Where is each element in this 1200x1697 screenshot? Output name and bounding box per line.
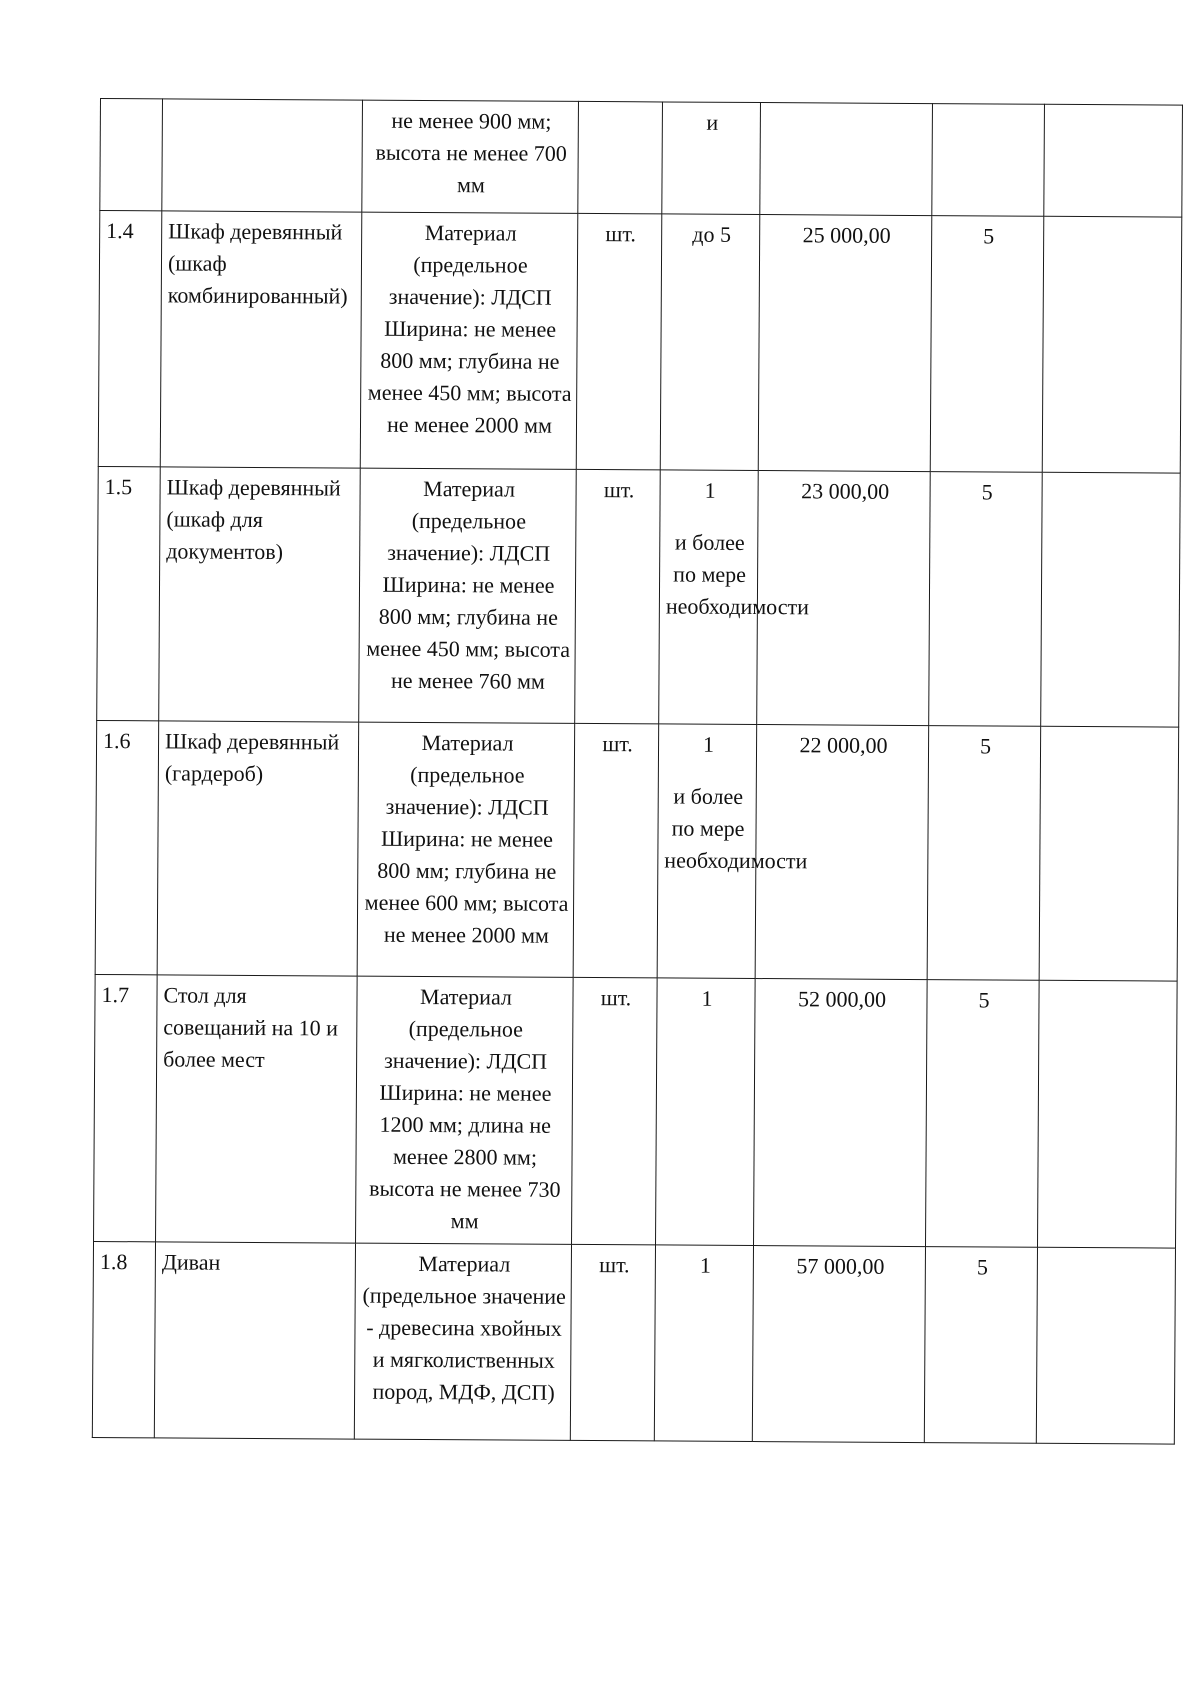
row-number: 1.6 <box>95 720 159 974</box>
item-name: Диван <box>154 1242 355 1439</box>
item-characteristics: Материал (предельное значение): ЛДСП Ширина: не менее 800 мм; глубина не менее 450 мм; высота не менее 2000 мм <box>360 212 578 469</box>
item-name: Шкаф деревянный (гардероб) <box>157 721 359 976</box>
item-unit: шт. <box>575 469 661 724</box>
item-quantity <box>656 978 756 1246</box>
row-number: 1.7 <box>94 974 158 1241</box>
quantity-main: 1 <box>704 477 716 503</box>
item-unit: шт. <box>572 977 658 1245</box>
table-row <box>100 99 1183 218</box>
item-quantity <box>662 102 761 215</box>
item-quantity <box>654 1245 753 1442</box>
row-number: 1.4 <box>98 211 162 467</box>
furniture-spec-table <box>92 98 1183 1445</box>
quantity-main: 1 <box>699 1252 711 1278</box>
quantity-extra: и <box>706 109 719 135</box>
item-price: 52 000,00 <box>754 979 928 1247</box>
quantity-extra: и более по мере необходимости <box>665 529 809 620</box>
quantity-main: 1 <box>701 985 713 1011</box>
item-quantity <box>659 470 809 725</box>
item-term <box>932 104 1045 217</box>
item-name: Шкаф деревянный (шкаф для документов) <box>159 467 361 722</box>
table-row <box>92 1241 1175 1444</box>
item-price: 23 000,00 <box>757 471 931 726</box>
item-term: 5 <box>930 216 1044 473</box>
item-price: 25 000,00 <box>758 215 932 472</box>
item-unit: шт. <box>570 1244 655 1441</box>
item-term: 5 <box>929 472 1043 727</box>
item-characteristics: Материал (предельное значение): ЛДСП Ширина: не менее 1200 мм; длина не менее 2800 мм; высота не менее 730 мм <box>356 976 574 1244</box>
item-note <box>1036 1247 1175 1444</box>
item-characteristics: не менее 900 мм; высота не менее 700 мм <box>362 100 579 213</box>
item-unit: шт. <box>573 723 659 978</box>
item-price: 57 000,00 <box>752 1246 925 1443</box>
item-price: 22 000,00 <box>755 725 929 980</box>
quantity-main: 1 <box>702 731 715 757</box>
item-characteristics: Материал (предельное значение): ЛДСП Ширина: не менее 800 мм; глубина не менее 600 мм; высота не менее 2000 мм <box>357 722 575 977</box>
item-characteristics: Материал (предельное значение - древесина хвойных и мягколиственных пород, МДФ, ДСП) <box>354 1243 571 1440</box>
row-number: 1.5 <box>97 466 161 720</box>
row-number <box>100 99 163 211</box>
table-row <box>97 466 1181 727</box>
item-unit <box>578 101 663 214</box>
item-note <box>1042 216 1182 473</box>
item-term: 5 <box>925 980 1039 1248</box>
item-price <box>760 103 933 216</box>
item-name <box>162 99 363 212</box>
item-name: Стол для совещаний на 10 и более мест <box>156 975 358 1243</box>
table-row <box>94 974 1178 1248</box>
item-quantity <box>657 724 808 979</box>
row-number: 1.8 <box>92 1241 155 1437</box>
item-note <box>1037 980 1177 1248</box>
item-unit: шт. <box>576 213 662 470</box>
table-row <box>98 211 1182 474</box>
item-note <box>1041 472 1181 727</box>
table-row <box>95 720 1179 981</box>
item-quantity <box>660 214 760 471</box>
item-term: 5 <box>924 1247 1037 1444</box>
item-note <box>1039 726 1179 981</box>
quantity-main: до 5 <box>692 221 732 247</box>
item-name: Шкаф деревянный (шкаф комбинированный) <box>160 211 362 468</box>
item-characteristics: Материал (предельное значение): ЛДСП Ширина: не менее 800 мм; глубина не менее 450 мм; высота не менее 760 мм <box>359 468 577 723</box>
item-note <box>1044 104 1183 217</box>
item-term: 5 <box>927 726 1041 981</box>
quantity-extra: и более по мере необходимости <box>664 783 808 874</box>
